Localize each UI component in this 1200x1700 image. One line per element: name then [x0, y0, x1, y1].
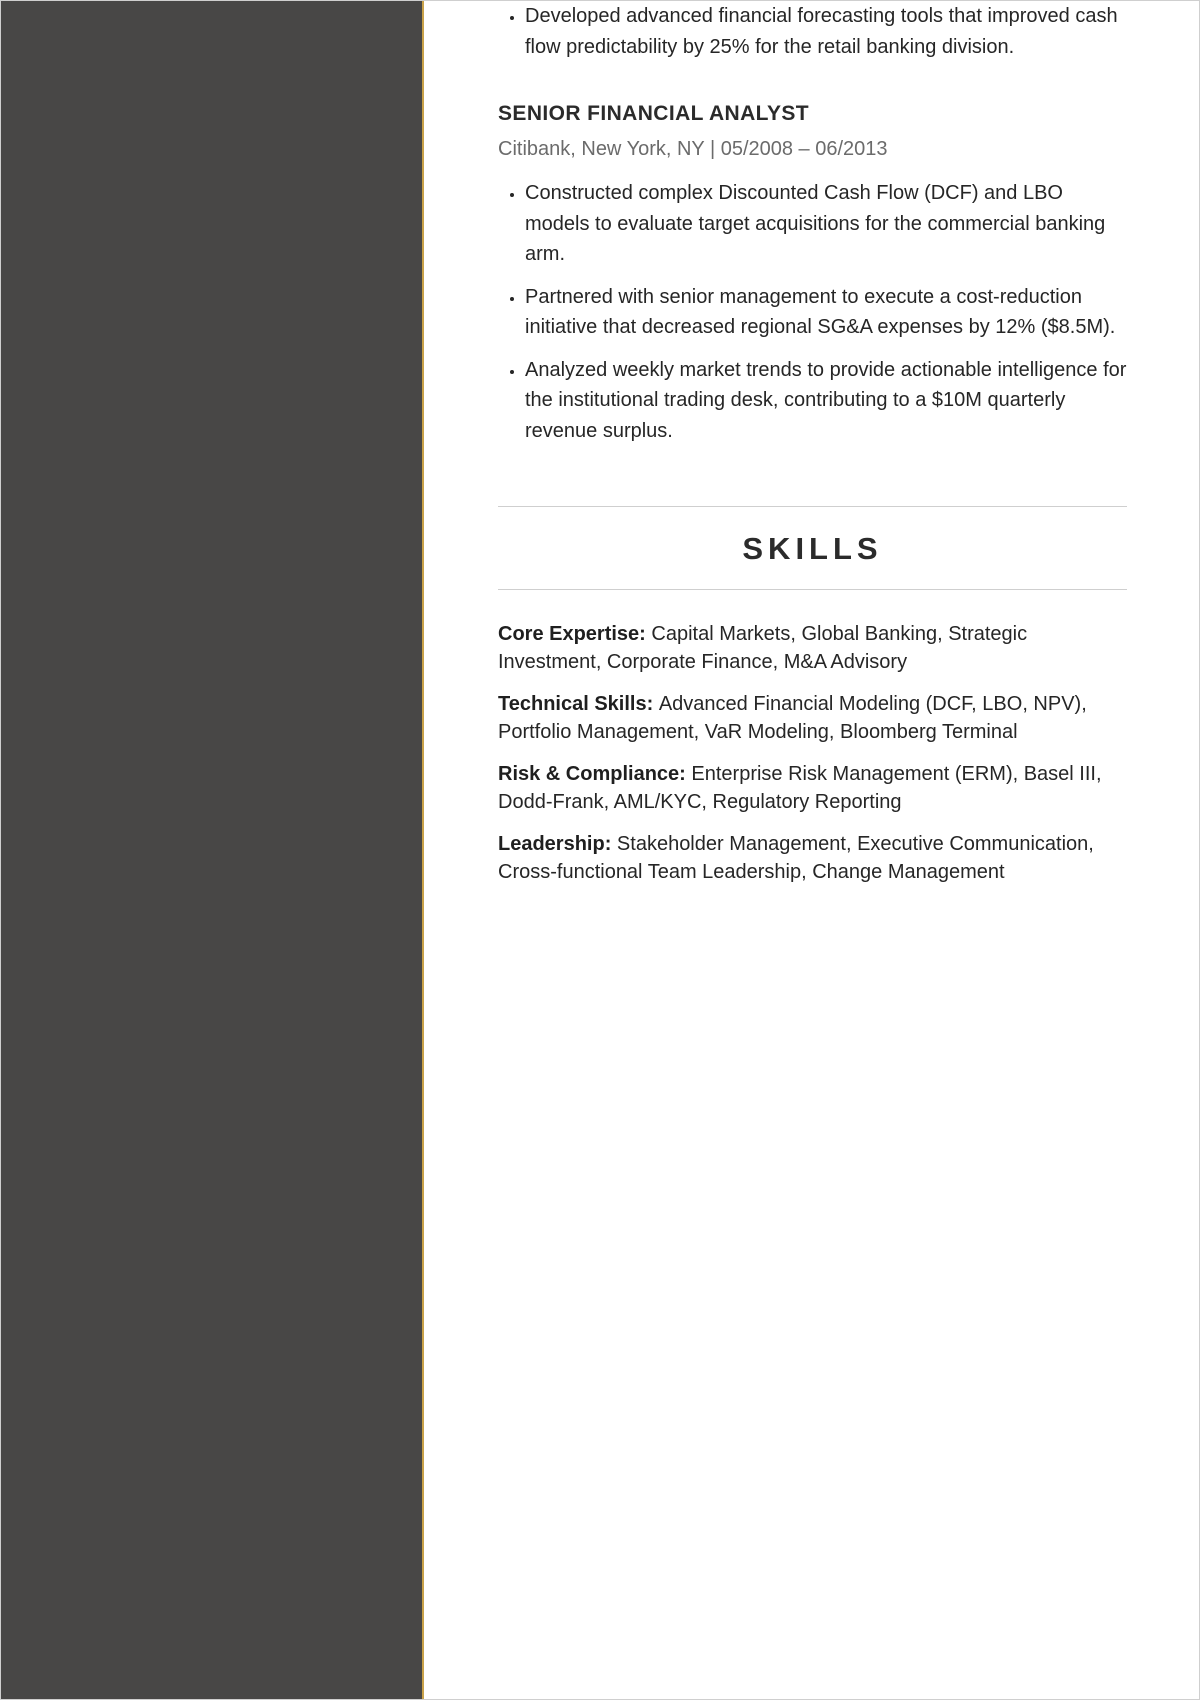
- bullet-item: • Analyzed weekly market trends to provide actionable intelligence for the institutional trading desk, contributing to a $10M quarterly revenue surplus.: [525, 355, 1127, 447]
- job-entry: [498, 100, 1127, 446]
- bullet-item: • Partnered with senior management to execute a cost-reduction initiative that decreased regional SG&A expenses by 12% ($8.5M).: [525, 282, 1127, 343]
- skill-value: Capital Markets, Global Banking, Strategic Investment, Corporate Finance, M&A Advisory: [498, 623, 1028, 673]
- resume-sidebar: [1, 1, 424, 1699]
- bullet-item: • Constructed complex Discounted Cash Flow (DCF) and LBO models to evaluate target acquisitions for the commercial banking arm.: [525, 178, 1127, 270]
- skill-row-core-expertise: [498, 620, 1127, 676]
- skill-label: Risk & Compliance:: [498, 763, 692, 785]
- skill-row-risk-compliance: [498, 760, 1127, 816]
- skills-list: [498, 620, 1127, 886]
- job-bullet-list: [498, 178, 1127, 446]
- skill-label: Technical Skills:: [498, 693, 659, 715]
- skills-heading: SKILLS: [742, 531, 883, 566]
- bullet-item: • Developed advanced financial forecasting tools that improved cash flow predictability by 25% for the retail banking division.: [525, 1, 1127, 62]
- skill-row-technical-skills: [498, 690, 1127, 746]
- job-title: SENIOR FINANCIAL ANALYST: [498, 102, 810, 125]
- previous-role-bullet-list: [498, 1, 1127, 62]
- job-employer-dates: Citibank, New York, NY | 05/2008 – 06/2013: [498, 138, 888, 160]
- skill-label: Leadership:: [498, 833, 617, 855]
- skill-row-leadership: [498, 830, 1127, 886]
- resume-main-column: [498, 1, 1127, 900]
- skill-label: Core Expertise:: [498, 623, 652, 645]
- skill-value: Advanced Financial Modeling (DCF, LBO, NPV), Portfolio Management, VaR Modeling, Bloomberg Terminal: [498, 693, 1087, 743]
- skill-value: Enterprise Risk Management (ERM), Basel III, Dodd-Frank, AML/KYC, Regulatory Reporting: [498, 763, 1102, 813]
- section-divider-bottom: [498, 589, 1127, 590]
- skill-value: Stakeholder Management, Executive Communication, Cross-functional Team Leadership, Change Management: [498, 833, 1094, 883]
